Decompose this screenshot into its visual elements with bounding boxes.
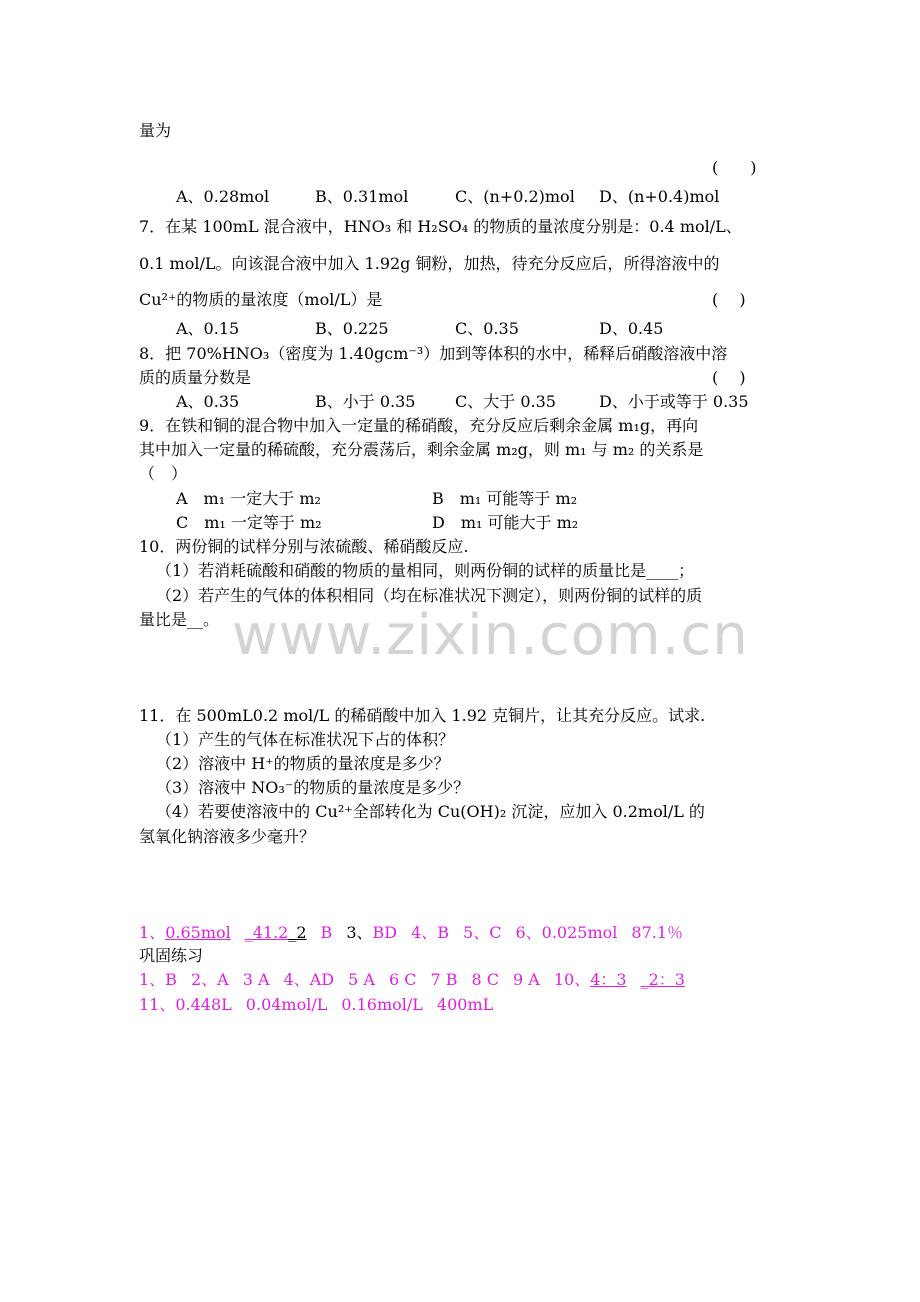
- watermark: www.zixin.com.cn: [232, 603, 749, 668]
- q8-option-b: B、小于 0.35: [315, 392, 416, 411]
- answer-3-number: 3、: [346, 923, 373, 942]
- q10-part1: （1）若消耗硫酸和硝酸的物质的量相同，则两份铜的试样的质量比是____；: [156, 561, 695, 580]
- answers-row2: [139, 970, 685, 990]
- consolidation-heading: 巩固练习: [139, 946, 204, 965]
- q7-option-d: D、0.45: [599, 319, 664, 338]
- practice-answer-11-c: 0.16mol/L: [341, 995, 423, 1014]
- practice-answer-10-label: 10、: [553, 970, 591, 989]
- q11-part1: （1）产生的气体在标准状况下占的体积？: [156, 730, 455, 749]
- q8-answer-bracket: ( ): [712, 368, 746, 387]
- q10-stem: 10．两份铜的试样分别与浓硫酸、稀硝酸反应.: [139, 537, 469, 556]
- q7-stem-line3: Cu²⁺的物质的量浓度（mol/L）是: [139, 290, 383, 309]
- answer-1-value-b: 41.2: [252, 923, 289, 942]
- practice-answer-6: 6 C: [388, 970, 417, 989]
- q9-option-b: B m₁ 可能等于 m₂: [432, 489, 578, 508]
- q6-option-c: C、(n+0.2)mol: [455, 187, 575, 206]
- answers-row1: [139, 923, 683, 943]
- answer-6: 6、0.025mol: [515, 923, 618, 942]
- practice-answer-2: 2、A: [190, 970, 229, 989]
- q7-stem-line1: 7．在某 100mL 混合液中，HNO₃ 和 H₂SO₄ 的物质的量浓度分别是：0.4 mol/L、: [139, 217, 742, 236]
- q10-part2: （2）若产生的气体的体积相同（均在标准状况下测定），则两份铜的试样的质: [156, 586, 703, 605]
- q8-stem-line2: 质的质量分数是: [139, 368, 252, 387]
- answer-1-label: 1、: [139, 923, 166, 942]
- q7-stem-line2: 0.1 mol/L。向该混合液中加入 1.92g 铜粉，加热，待充分反应后，所得溶液中的: [139, 254, 720, 273]
- q9-stem-line1: 9．在铁和铜的混合物中加入一定量的稀硝酸，充分反应后剩余金属 m₁g，再向: [139, 416, 699, 435]
- q9-stem-line2: 其中加入一定量的稀硫酸，充分震荡后，剩余金属 m₂g，则 m₁ 与 m₂ 的关系是: [139, 440, 704, 459]
- q11-part3: （3）溶液中 NO₃⁻的物质的量浓度是多少？: [156, 778, 470, 797]
- answer-6-percent: 87.1％: [631, 923, 684, 942]
- q8-option-d: D、小于或等于 0.35: [599, 392, 749, 411]
- practice-answer-1: 1、B: [139, 970, 177, 989]
- practice-answer-5: 5 A: [348, 970, 375, 989]
- practice-answer-8: 8 C: [471, 970, 499, 989]
- q7-answer-bracket: ( ): [712, 290, 746, 309]
- practice-answer-11-b: 0.04mol/L: [245, 995, 328, 1014]
- answer-2-prefix: _: [288, 923, 297, 942]
- practice-answer-10-b: 2：3: [648, 970, 685, 989]
- q6-option-b: B、0.31mol: [315, 187, 409, 206]
- q9-option-a: A m₁ 一定大于 m₂: [176, 489, 321, 508]
- answer-1-value-a: 0.65mol: [165, 923, 231, 942]
- q8-option-c: C、大于 0.35: [455, 392, 556, 411]
- q11-part5: 氢氧化钠溶液多少毫升？: [139, 827, 316, 846]
- answer-4: 4、B: [411, 923, 450, 942]
- answer-5: 5、C: [463, 923, 502, 942]
- practice-answer-10-gap: _: [640, 970, 649, 989]
- answers-row3: [139, 995, 493, 1015]
- q11-part4: （4）若要使溶液中的 Cu²⁺全部转化为 Cu(OH)₂ 沉淀，应加入 0.2mol/L 的: [156, 802, 705, 821]
- q7-option-a: A、0.15: [176, 319, 240, 338]
- practice-answer-4: 4、AD: [283, 970, 335, 989]
- q6-option-d: D、(n+0.4)mol: [599, 187, 720, 206]
- practice-answer-3: 3 A: [242, 970, 270, 989]
- q9-answer-bracket: （ ）: [139, 464, 188, 483]
- answer-2-value: B: [320, 923, 333, 942]
- practice-answer-11-a: 11、0.448L: [139, 995, 232, 1014]
- q6-tail: 量为: [139, 121, 172, 140]
- practice-answer-9: 9 A: [513, 970, 540, 989]
- q10-part3: 量比是__。: [139, 610, 220, 629]
- q7-option-c: C、0.35: [455, 319, 519, 338]
- practice-answer-7: 7 B: [430, 970, 458, 989]
- practice-answer-11-d: 400mL: [436, 995, 494, 1014]
- practice-answer-10-a: 4：3: [590, 970, 627, 989]
- answer-3-value: BD: [372, 923, 398, 942]
- answer-1-gap: _: [244, 923, 253, 942]
- q6-answer-bracket: ( ): [712, 158, 757, 177]
- q7-option-b: B、0.225: [315, 319, 389, 338]
- answer-2-number: 2: [296, 923, 307, 942]
- q9-option-d: D m₁ 可能大于 m₂: [432, 513, 579, 532]
- q11-stem: 11．在 500mL0.2 mol/L 的稀硝酸中加入 1.92 克铜片，让其充分反应。试求.: [139, 706, 706, 725]
- q11-part2: （2）溶液中 H⁺的物质的量浓度是多少？: [156, 754, 450, 773]
- q9-option-c: C m₁ 一定等于 m₂: [176, 513, 322, 532]
- q6-option-a: A、0.28mol: [176, 187, 270, 206]
- q8-stem-line1: 8．把 70%HNO₃（密度为 1.40gcm⁻³）加到等体积的水中，稀释后硝酸溶液中溶: [139, 344, 728, 363]
- q8-option-a: A、0.35: [176, 392, 240, 411]
